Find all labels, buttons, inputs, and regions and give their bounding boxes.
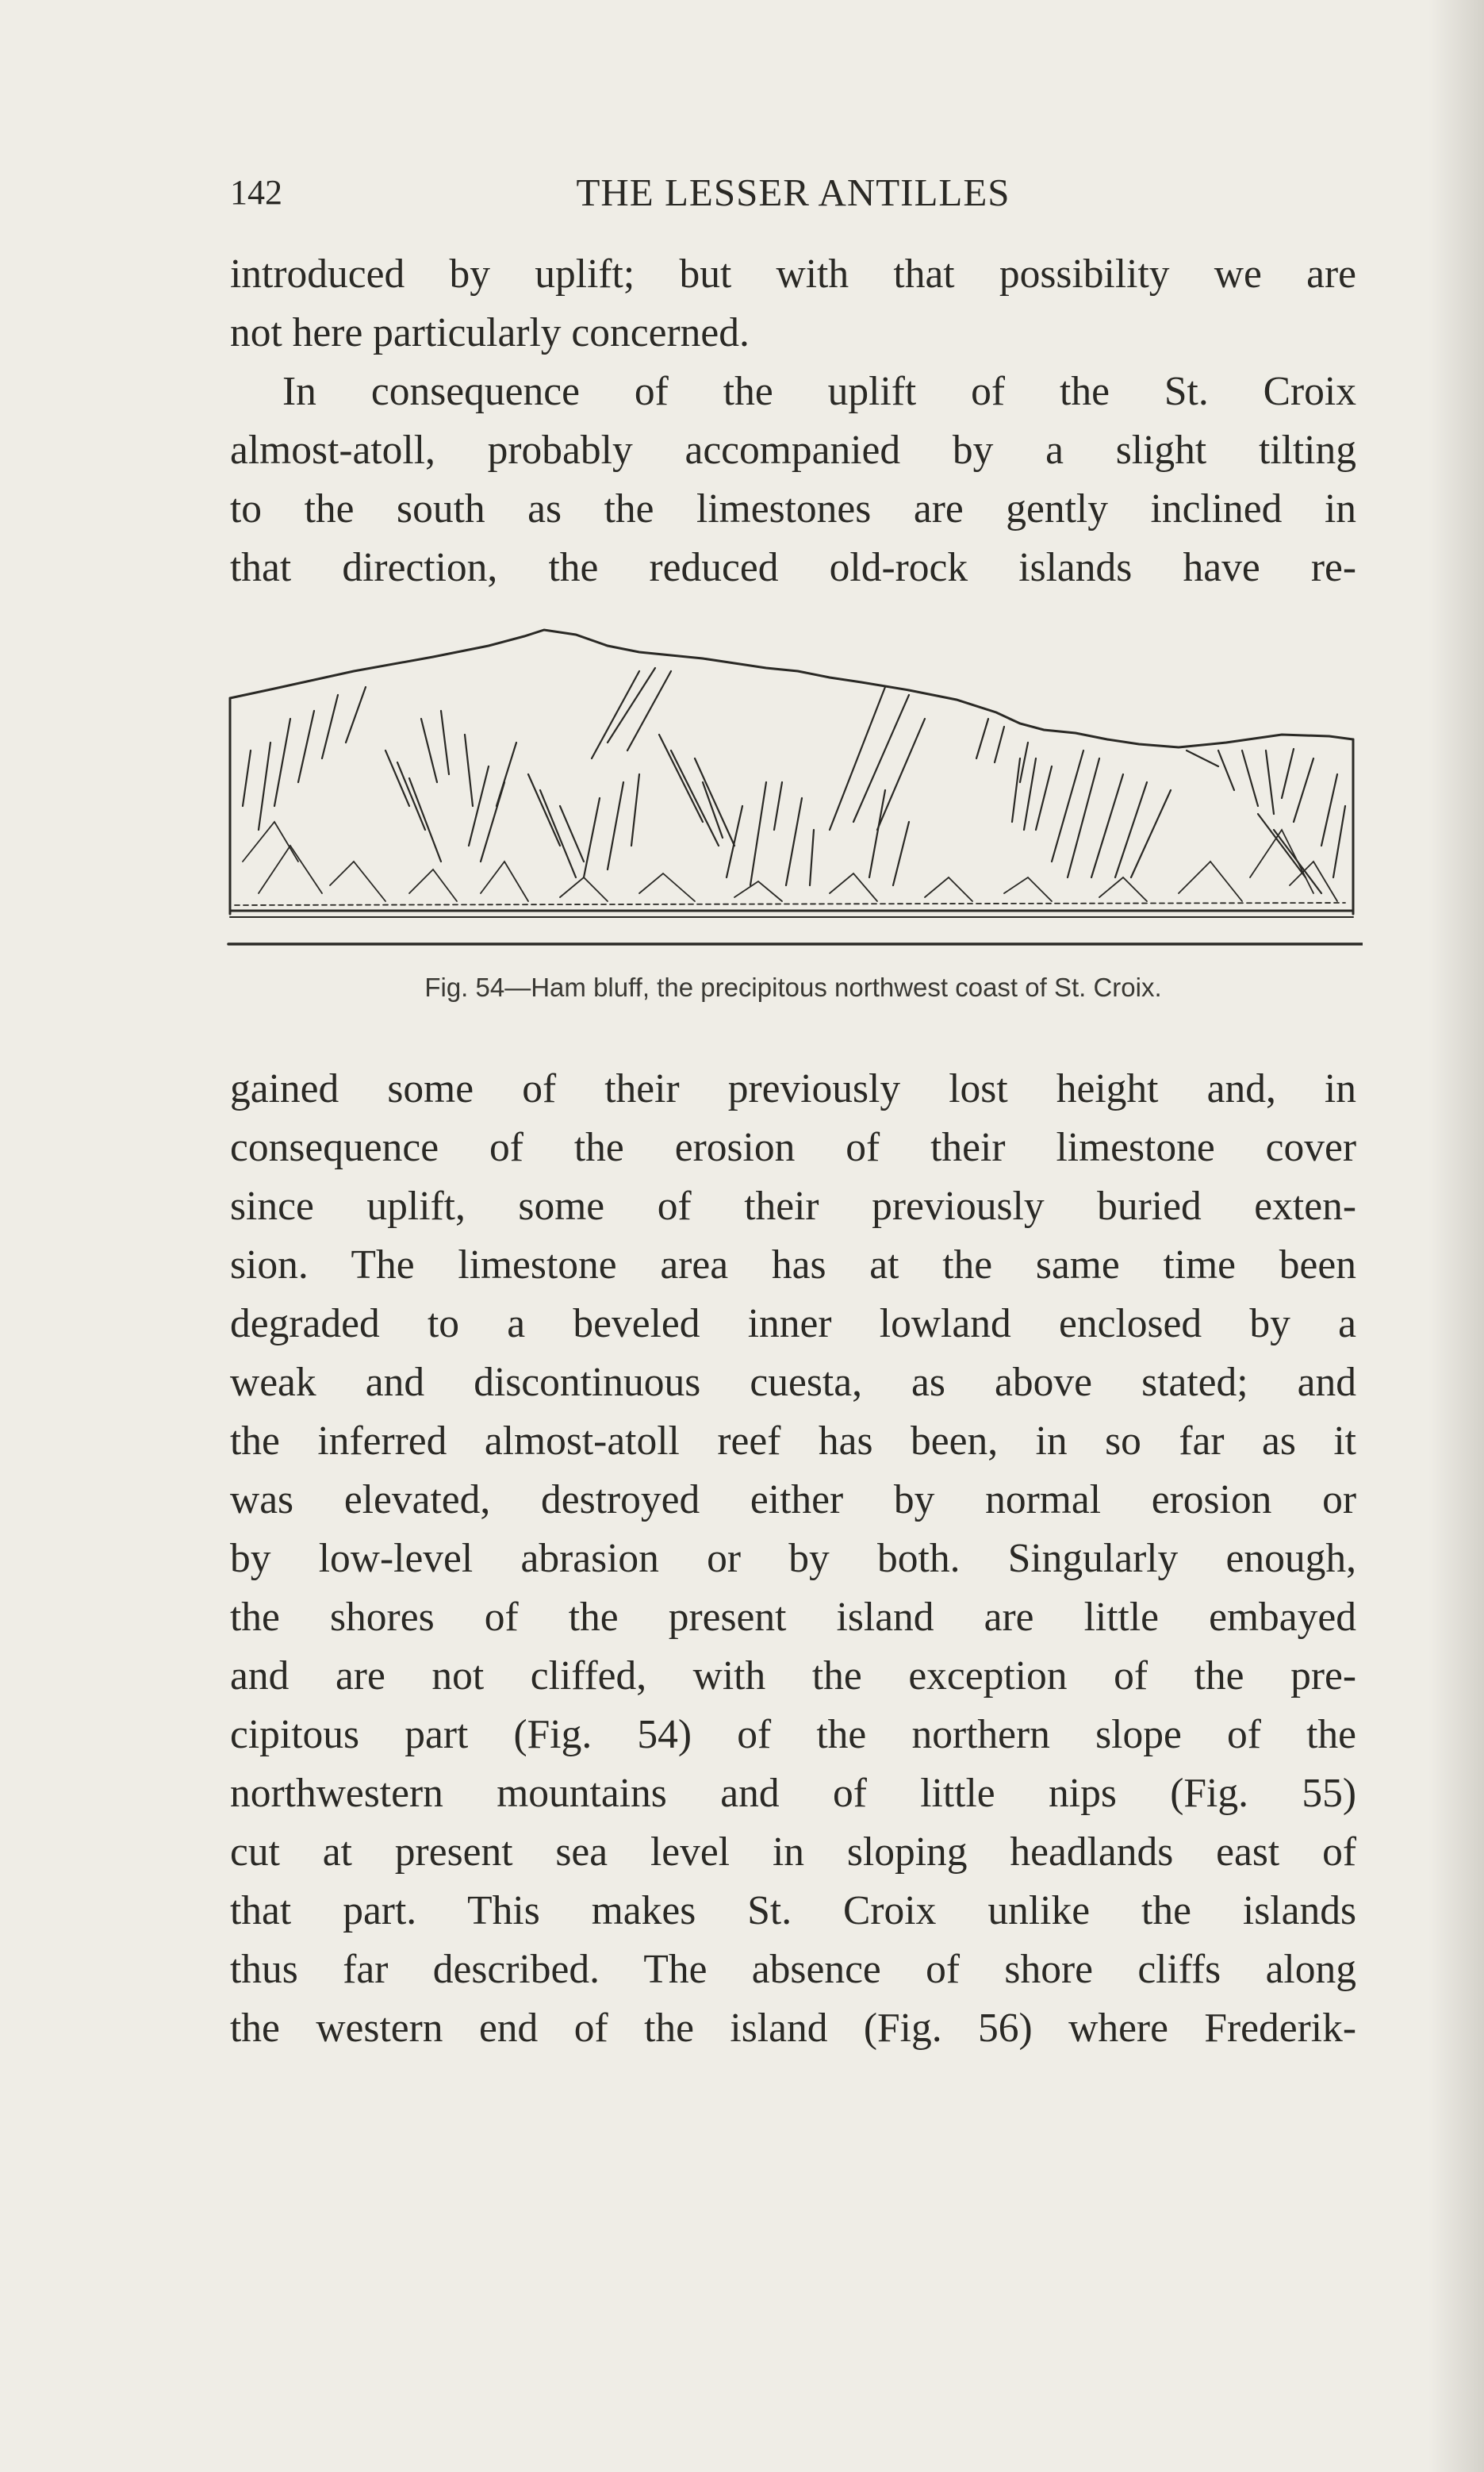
page-number: 142 [230,173,282,212]
text-line: by low-level abrasion or by both. Singularly enough, [230,1536,1356,1581]
text-line: almost-atoll, probably accompanied by a slight tilting [230,428,1356,473]
text-line: northwestern mountains and of little nips (Fig. 55) [230,1771,1356,1816]
figure-caption: Fig. 54—Ham bluff, the precipitous northwest coast of St. Croix. [424,973,1162,1002]
text-line: cut at present sea level in sloping headlands east of [230,1829,1356,1875]
text-line: In consequence of the uplift of the St. Croix [282,369,1356,414]
text-line: sion. The limestone area has at the same time been [230,1242,1356,1288]
text-line: the shores of the present island are little embayed [230,1595,1356,1640]
paragraph-continued [230,245,1356,597]
text-line: the inferred almost-atoll reef has been, in so far as it [230,1418,1356,1464]
text-line: weak and discontinuous cuesta, as above stated; and [230,1360,1356,1405]
figure-54-illustration [227,624,1363,957]
text-line: not here particularly concerned. [230,310,750,355]
text-line: the western end of the island (Fig. 56) where Frederik- [230,2006,1356,2051]
text-line: was elevated, destroyed either by normal erosion or [230,1477,1356,1522]
text-line: and are not cliffed, with the exception of the pre- [230,1653,1356,1699]
skyline-outline [230,630,1353,747]
page-edge-shadow [1428,0,1484,2472]
paragraph-main [230,1060,1356,2058]
text-line: to the south as the limestones are gently inclined in [230,486,1356,532]
paragraph-2 [230,363,1356,597]
paragraph-3 [230,1060,1356,2058]
page-header [230,168,1356,217]
text-line: gained some of their previously lost height and, in [230,1066,1356,1111]
text-line: consequence of the erosion of their limestone cover [230,1125,1356,1170]
paragraph-1 [230,245,1356,363]
text-line: since uplift, some of their previously buried exten- [230,1184,1356,1229]
text-line: that direction, the reduced old-rock islands have re- [230,545,1356,590]
running-title: THE LESSER ANTILLES [576,171,1010,214]
text-line: degraded to a beveled inner lowland enclosed by a [230,1301,1356,1346]
text-line: introduced by uplift; but with that possibility we are [230,251,1356,297]
ham-bluff-sketch [227,624,1363,957]
text-line: that part. This makes St. Croix unlike the islands [230,1888,1356,1933]
text-line: thus far described. The absence of shore cliffs along [230,1947,1356,1992]
slope-hatching [243,668,1345,893]
text-line: cipitous part (Fig. 54) of the northern slope of the [230,1712,1356,1757]
